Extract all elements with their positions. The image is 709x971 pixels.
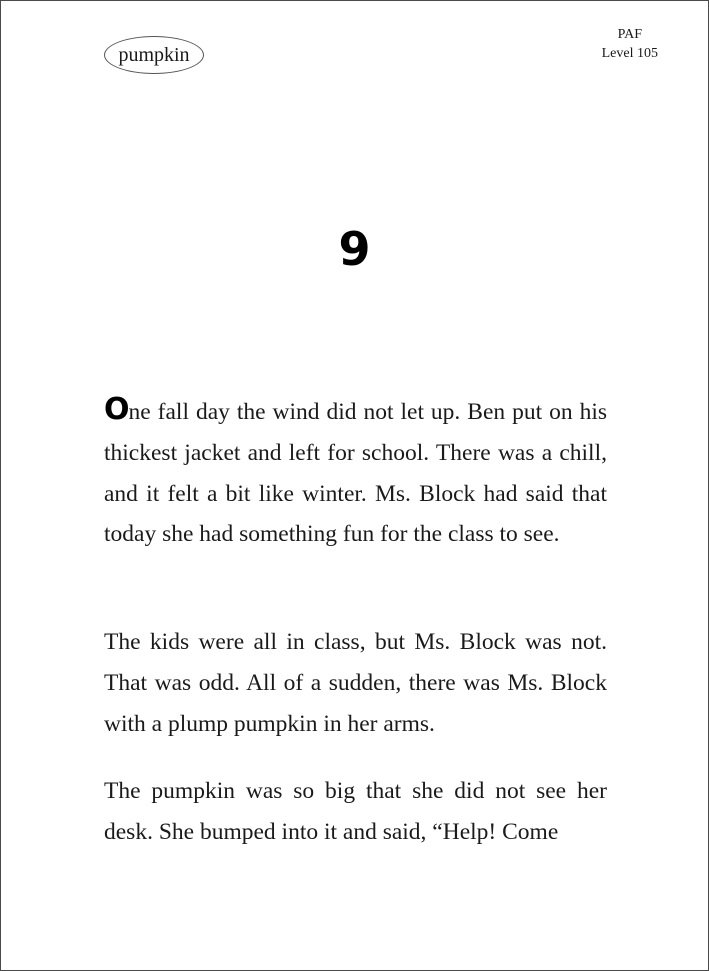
level-indicator — [602, 25, 658, 63]
level-label: Level 105 — [601, 46, 658, 61]
word-tag-label: pumpkin — [118, 43, 190, 66]
program-label: PAF — [617, 27, 643, 42]
word-tag-oval — [104, 36, 204, 74]
drop-cap-letter: O — [104, 392, 129, 427]
chapter-number: 9 — [338, 222, 371, 276]
paragraph-1-text: ne fall day the wind did not let up. Ben put on his thickest jacket and left for school. There was a chill, and it felt a bit like winter. Ms. Block had said that today she had something fun for the class to see. — [104, 399, 607, 548]
paragraph-2: The kids were all in class, but Ms. Block was not. That was odd. All of a sudden, there was Ms. Block with a plump pumpkin in her arms. — [104, 629, 607, 737]
paragraph-3: The pumpkin was so big that she did not see her desk. She bumped into it and said, “Help! Come — [104, 778, 607, 845]
paragraph-1 — [104, 392, 607, 555]
